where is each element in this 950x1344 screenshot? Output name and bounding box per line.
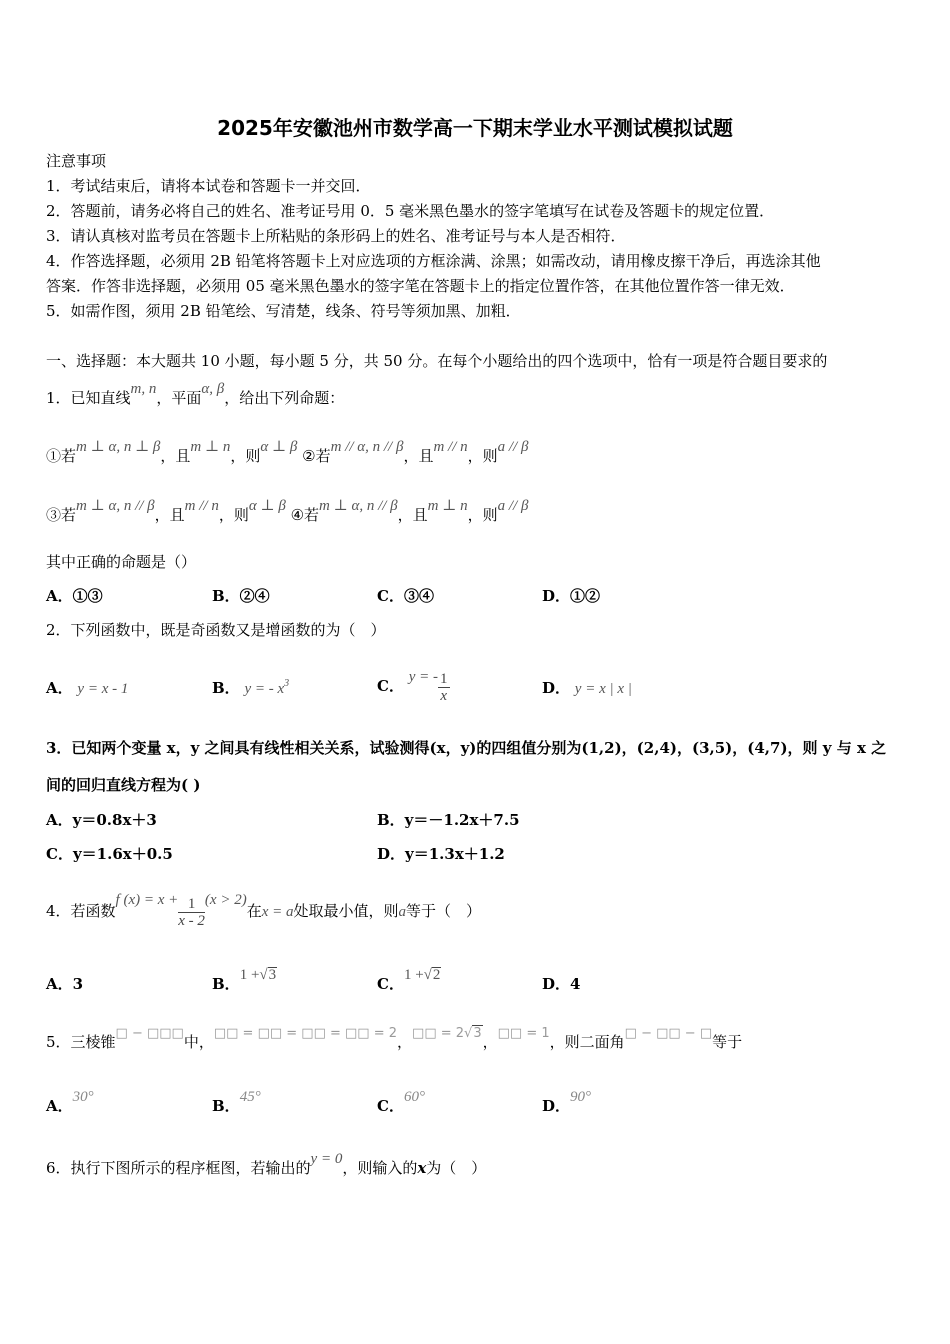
fraction: $\frac{1}{x - 2}$: [178, 895, 205, 929]
question-1-statements-3-4: ③若m ⊥ α, n // β，且m // n，则α ⊥ β ④若m ⊥ α, n // β，且m ⊥ n，则a // β: [46, 498, 529, 524]
question-6-stem: 6．执行下图所示的程序框图，若输出的y = 0，则输入的x为（ ）: [46, 1151, 487, 1177]
q1-option-d: D．①②: [542, 587, 601, 605]
q1-option-c: C．③④: [377, 587, 434, 605]
notice-item: 答案．作答非选择题，必须用 05 毫米黑色墨水的签字笔在答题卡上的指定位置作答，在其他位置作答一律无效．: [46, 277, 795, 295]
question-3-stem-line1: 3．已知两个变量 x，y 之间具有线性相关关系，试验测得(x，y)的四组值分别为(1,2)，(2,4)，(3,5)，(4,7)，则 y 与 x 之: [46, 739, 887, 757]
notice-heading: 注意事项: [46, 152, 107, 170]
question-1-prompt: 其中正确的命题是（）: [46, 553, 197, 571]
q3-option-d: D．y＝1.3x＋1.2: [377, 845, 505, 863]
section-heading: 一、选择题：本大题共 10 小题，每小题 5 分，共 50 分。在每个小题给出的四个选项中，恰有一项是符合题目要求的: [46, 352, 828, 370]
question-1-statements-1-2: ①若m ⊥ α, n ⊥ β，且m ⊥ n，则α ⊥ β ②若m // α, n // β，且m // n，则a // β: [46, 439, 529, 465]
q5-option-c: C．60°: [377, 1089, 425, 1115]
page-title: 2025年安徽池州市数学高一下期末学业水平测试模拟试题: [217, 116, 733, 140]
q2-option-c: C． y = - $\frac{1}{x}$: [377, 669, 448, 704]
q2-option-d: D． y = x | x |: [542, 679, 632, 697]
question-4-stem: 4．若函数f (x) = x + $\frac{1}{x - 2}$ (x > 2)在x = a处取最小值，则a等于（ ）: [46, 892, 482, 929]
q5-option-d: D．90°: [542, 1089, 592, 1115]
question-1-stem: 1．已知直线m, n，平面α, β，给出下列命题：: [46, 381, 345, 407]
q4-option-c: C．1 +√2: [377, 967, 441, 993]
q4-option-a: A．3: [46, 975, 84, 993]
question-3-stem-line2: 间的回归直线方程为( ): [46, 776, 201, 794]
q3-option-a: A．y＝0.8x＋3: [46, 811, 157, 829]
q4-option-d: D．4: [542, 975, 581, 993]
q5-option-a: A．30°: [46, 1089, 94, 1115]
q2-option-a: A． y = x - 1: [46, 679, 129, 697]
notice-item: 2．答题前，请务必将自己的姓名、准考证号用 0．5 毫米黑色墨水的签字笔填写在试卷及答题卡的规定位置．: [46, 202, 775, 220]
question-2-stem: 2．下列函数中，既是奇函数又是增函数的为（ ）: [46, 621, 386, 639]
q2-option-b: B． y = - $x^3$: [212, 678, 290, 697]
q3-option-c: C．y＝1.6x＋0.5: [46, 845, 173, 863]
q1-option-a: A．①③: [46, 587, 103, 605]
question-5-stem: 5．三棱锥□ − □□□中，□□ = □□ = □□ = □□ = 2，□□ = 2√3，□□ = 1，则二面角□ − □□ − □等于: [46, 1026, 743, 1051]
q1-option-b: B．②④: [212, 587, 270, 605]
fraction: $\frac{1}{x}$: [440, 670, 448, 704]
notice-item: 1．考试结束后，请将本试卷和答题卡一并交回．: [46, 177, 371, 195]
notice-item: 4．作答选择题，必须用 2B 铅笔将答题卡上对应选项的方框涂满、涂黑；如需改动，请用橡皮擦干净后，再选涂其他: [46, 252, 821, 270]
q4-option-b: B．1 +√3: [212, 967, 277, 993]
q5-option-b: B．45°: [212, 1089, 261, 1115]
notice-item: 5．如需作图，须用 2B 铅笔绘、写清楚，线条、符号等须加黑、加粗．: [46, 302, 521, 320]
notice-item: 3．请认真核对监考员在答题卡上所粘贴的条形码上的姓名、准考证号与本人是否相符．: [46, 227, 626, 245]
q3-option-b: B．y＝－1.2x＋7.5: [377, 811, 520, 829]
